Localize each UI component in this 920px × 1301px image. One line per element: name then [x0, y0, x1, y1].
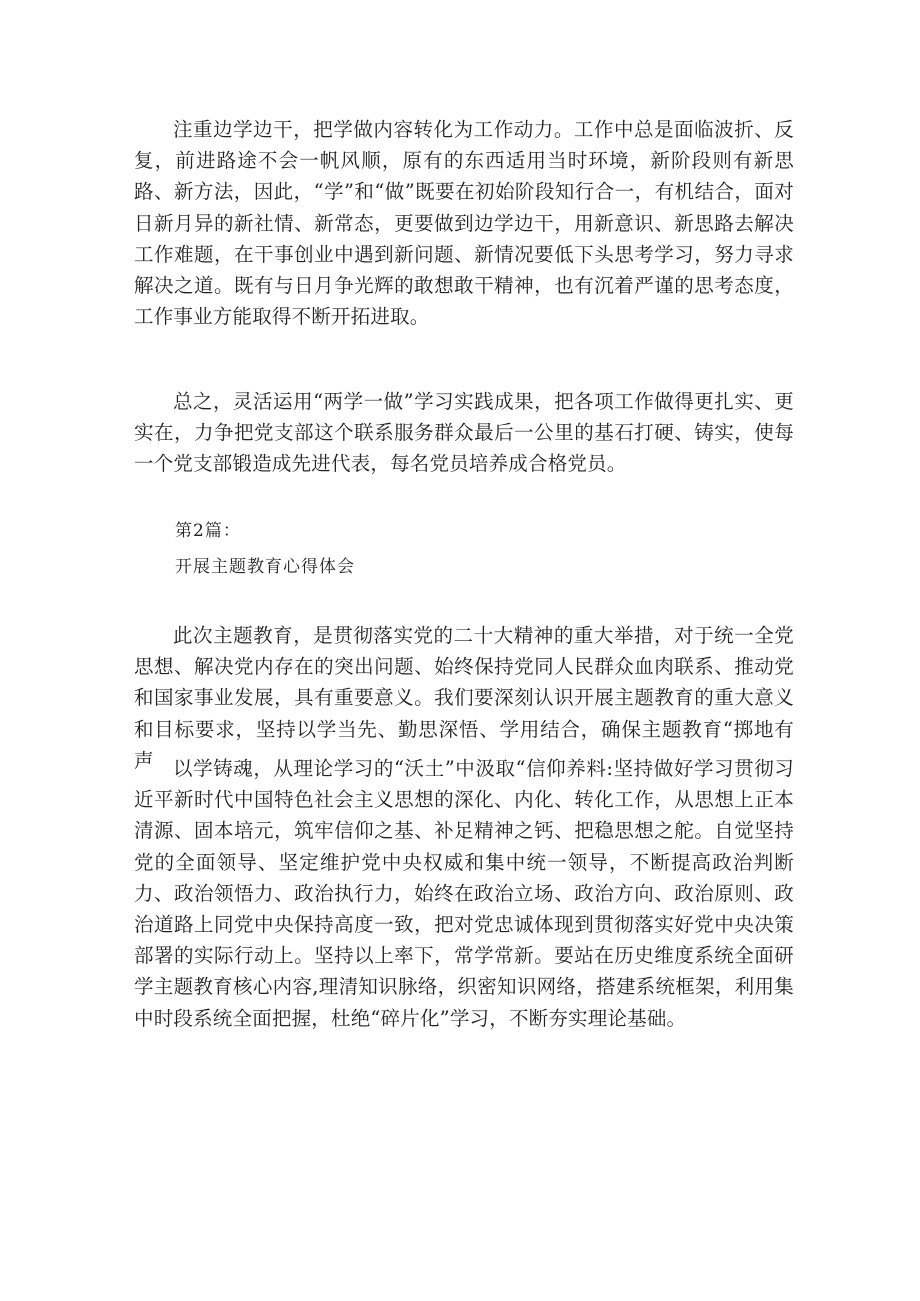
section-number: 第2篇：: [175, 521, 241, 541]
body-paragraph-learn-and-work: 注重边学边干，把学做内容转化为工作动力。工作中总是面临波折、反复，前进路途不会一帆风顺，原有的东西适用当时环境，新阶段则有新思路、新方法，因此，“学”和“做”既要在初始阶段知行合一，有机结合，面对日新月异的新社情、新常态，更要做到边学边干，用新意识、新思路去解决工作难题，在干事创业中遇到新问题、新情况要低下头思考学习，努力寻求解决之道。既有与日月争光辉的敢想敢干精神，也有沉着严谨的思考态度，工作事业方能取得不断开拓进取。: [134, 118, 794, 329]
body-paragraph-conclusion: 总之，灵活运用“两学一做”学习实践成果，把各项工作做得更扎实、更实在，力争把党支部这个联系服务群众最后一公里的基石打硬、铸实，使每一个党支部锻造成先进代表，每名党员培养成合格党员。: [134, 390, 794, 476]
section-title: 开展主题教育心得体会: [175, 557, 355, 577]
body-paragraph-theory-study: 以学铸魂，从理论学习的“沃土”中汲取“信仰养料:坚持做好学习贯彻习近平新时代中国特色社会主义思想的深化、内化、转化工作，从思想上正本清源、固本培元，筑牢信仰之基、补足精神之钙、把稳思想之舵。自觉坚持党的全面领导、坚定维护党中央权威和集中统一领导，不断提高政治判断力、政治领悟力、政治执行力，始终在政治立场、政治方向、政治原则、政治道路上同党中央保持高度一致，把对党忠诚体现到贯彻落实好党中央决策部署的实际行动上。坚持以上率下，常学常新。要站在历史维度系统全面研学主题教育核心内容,理清知识脉络，织密知识网络，搭建系统框架，利用集中时段系统全面把握，杜绝“碎片化”学习，不断夯实理论基础。: [134, 757, 794, 1030]
body-paragraph-theme-education: 此次主题教育，是贯彻落实党的二十大精神的重大举措，对于统一全党思想、解决党内存在的突出问题、始终保持党同人民群众血肉联系、推动党和国家事业发展，具有重要意义。我们要深刻认识开展主题教育的重大意义和目标要求，坚持以学当先、勤思深悟、学用结合，确保主题教育“掷地有声: [134, 624, 794, 772]
